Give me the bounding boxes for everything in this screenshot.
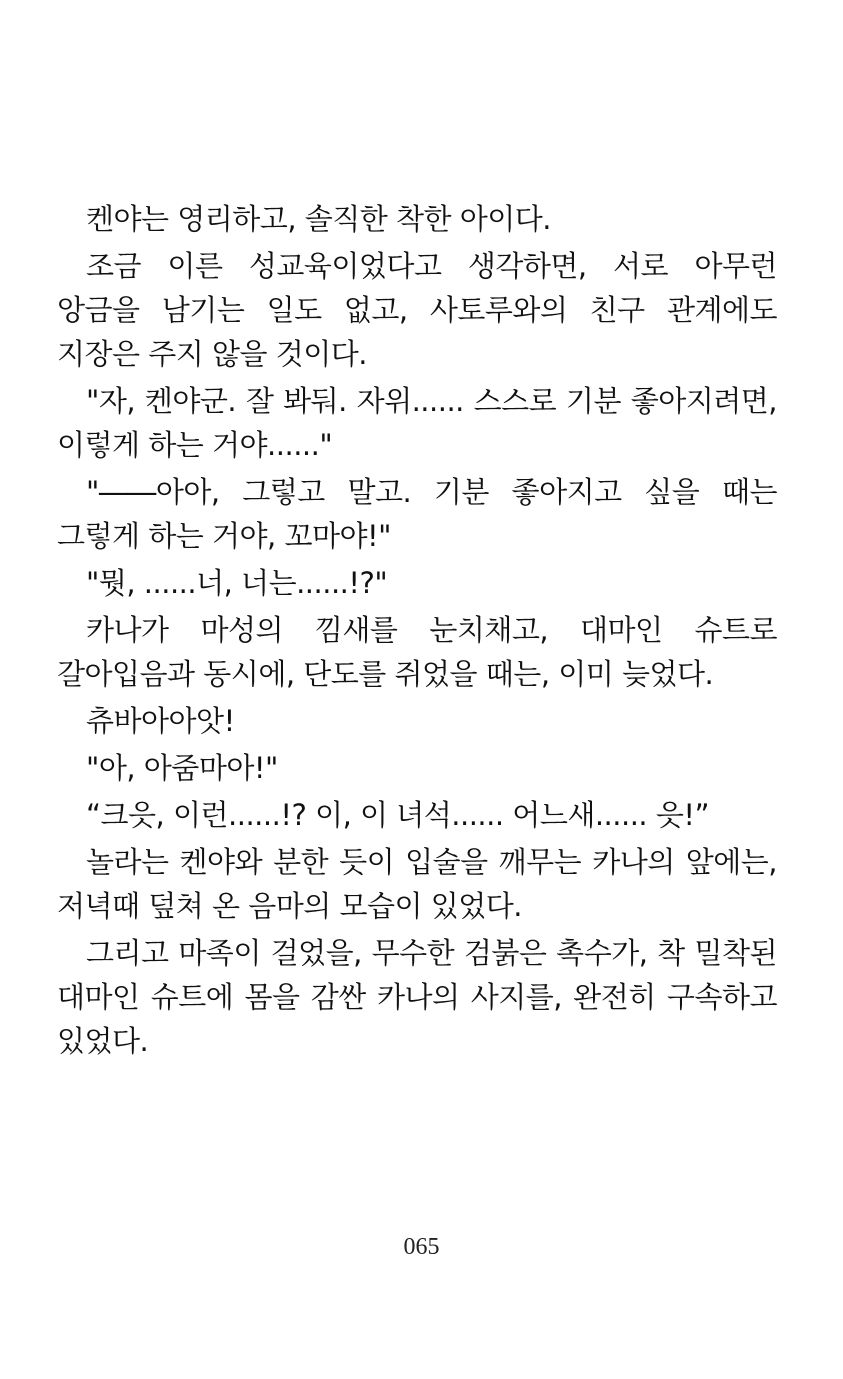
sound-effect-line: 츄바아아앗!: [86, 704, 235, 738]
paragraph: 조금 이른 성교육이었다고 생각하면, 서로 아무런 앙금을 남기는 일도 없고, 사토루와의 친구 관계에도 지장은 주지 않을 것이다.: [57, 249, 777, 371]
dialogue-line: "뭣, ......너, 너는......!?": [86, 566, 388, 600]
dialogue-line: “크읏, 이런......!? 이, 이 녀석...... 어느새...... 읏!”: [86, 798, 710, 832]
dialogue-line: "아, 아줌마아!": [86, 751, 278, 785]
body-text: [57, 197, 777, 1066]
paragraph: 카나가 마성의 낌새를 눈치채고, 대마인 슈트로 갈아입음과 동시에, 단도를 쥐었을 때는, 이미 늦었다.: [57, 613, 777, 691]
dialogue-line: "――아아, 그렇고 말고. 기분 좋아지고 싶을 때는 그렇게 하는 거야, 꼬마야!": [57, 475, 777, 553]
paragraph: 놀라는 켄야와 분한 듯이 입술을 깨무는 카나의 앞에는, 저녁때 덮쳐 온 음마의 모습이 있었다.: [57, 845, 777, 923]
dialogue-line: "자, 켄야군. 잘 봐둬. 자위...... 스스로 기분 좋아지려면, 이렇게 하는 거야......": [57, 384, 777, 462]
paragraph: 그리고 마족이 걸었을, 무수한 검붉은 촉수가, 착 밀착된 대마인 슈트에 몸을 감싼 카나의 사지를, 완전히 구속하고 있었다.: [57, 936, 777, 1058]
paragraph: 켄야는 영리하고, 솔직한 착한 아이다.: [86, 202, 552, 236]
page-number: 065: [403, 1234, 440, 1260]
